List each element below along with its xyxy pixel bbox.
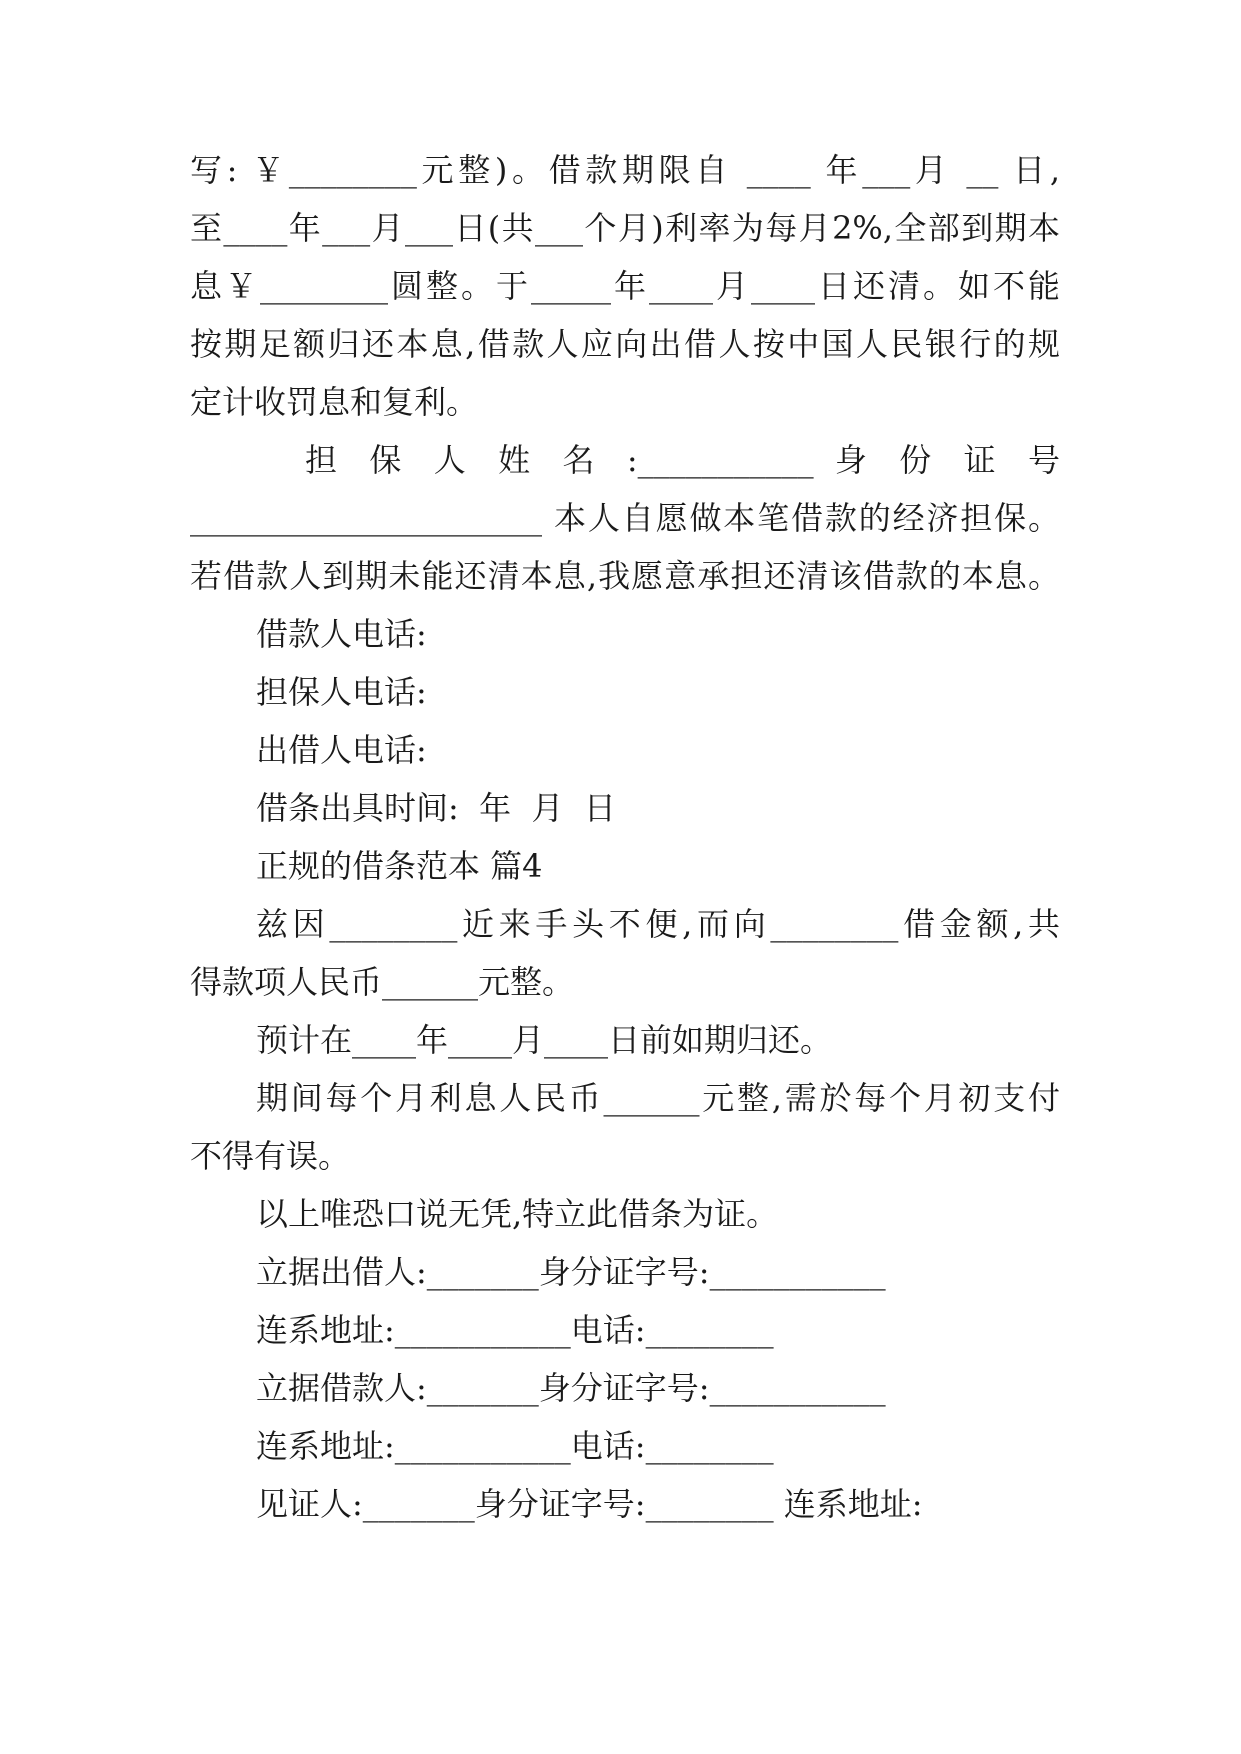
text-line: 连系地址:___________电话:________: [256, 1427, 774, 1465]
text-line: 预计在____年____月____日前如期归还。: [256, 1021, 833, 1059]
text-line: 借条出具时间: 年 月 日: [256, 789, 616, 827]
text-line: 以上唯恐口说无凭,特立此借条为证。: [256, 1195, 779, 1233]
text-line: 担保人电话:: [256, 673, 427, 711]
text-line: 定计收罚息和复利。: [190, 383, 479, 421]
text-line: 连系地址:___________电话:________: [256, 1311, 774, 1349]
text-line: 写: ￥________元整)。借款期限自 ____ 年___月 __ 日,: [190, 151, 1060, 189]
text-line: 出借人电话:: [256, 731, 427, 769]
text-line: 见证人:_______身分证字号:________ 连系地址:: [256, 1485, 923, 1523]
text-line: 期间每个月利息人民币______元整,需於每个月初支付: [256, 1079, 1060, 1117]
text-line: 兹因________近来手头不便,而向________借金额,共: [256, 905, 1060, 943]
text-line: 若借款人到期未能还清本息,我愿意承担还清该借款的本息。: [190, 557, 1060, 595]
text-line: ______________________ 本人自愿做本笔借款的经济担保。: [190, 499, 1060, 537]
text-line: 不得有误。: [190, 1137, 351, 1175]
text-line: 得款项人民币______元整。: [190, 963, 575, 1001]
text-line: 立据出借人:_______身分证字号:___________: [256, 1253, 886, 1291]
text-line: 担 保 人 姓 名 :___________ 身 份 证 号: [305, 441, 1060, 479]
text-line: 借款人电话:: [256, 615, 427, 653]
text-line: 立据借款人:_______身分证字号:___________: [256, 1369, 886, 1407]
text-line: 按期足额归还本息,借款人应向出借人按中国人民银行的规: [190, 325, 1060, 363]
text-line: 至____年___月___日(共___个月)利率为每月2%,全部到期本: [190, 209, 1060, 247]
text-line: 息￥________圆整。于_____年____月____日还清。如不能: [190, 267, 1060, 305]
section-heading: 正规的借条范本 篇4: [256, 847, 543, 885]
